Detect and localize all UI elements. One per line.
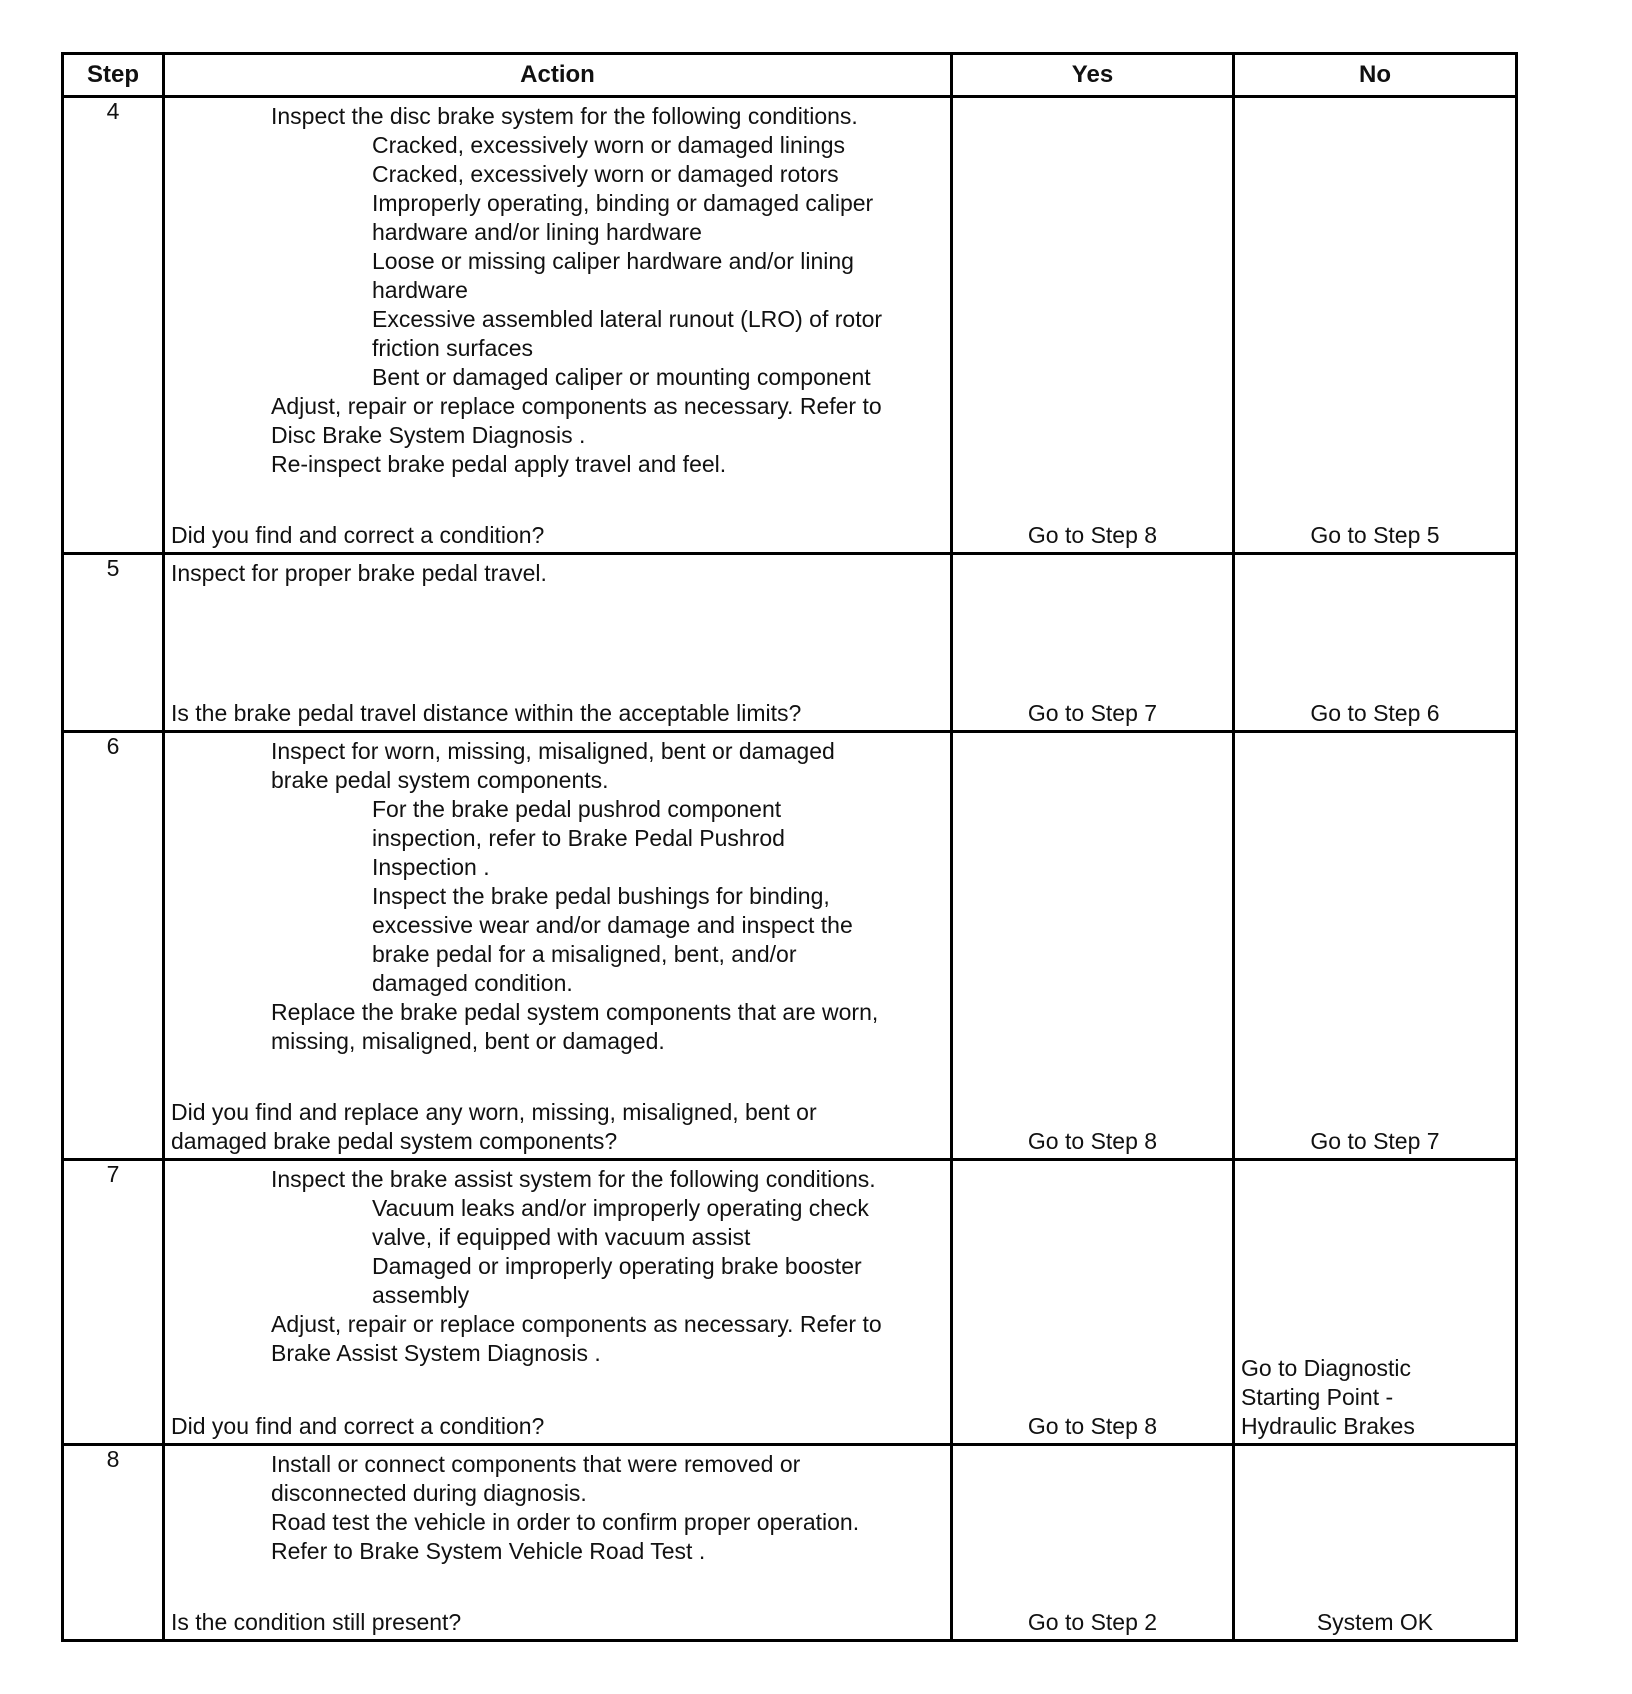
header-action: Action [164,54,952,97]
action-line: Improperly operating, binding or damaged caliper [372,190,874,216]
step-number: 8 [63,1445,164,1641]
action-line: Adjust, repair or replace components as necessary. Refer to [271,393,882,419]
table-row [63,97,1517,554]
action-line: Inspect the brake pedal bushings for binding, [372,883,830,909]
yes-result: Go to Step 8 [1027,522,1158,548]
no-result: Go to Step 5 [1310,522,1440,548]
action-line: Loose or missing caliper hardware and/or lining [372,248,854,274]
table-row [63,1160,1517,1445]
header-row [63,54,1517,97]
no-result: Go to Step 6 [1310,700,1440,726]
action-line: Vacuum leaks and/or improperly operating check [372,1195,869,1221]
step-number: 7 [63,1160,164,1445]
action-cell [164,97,952,554]
action-line: assembly [372,1282,470,1308]
yes-cell [952,97,1234,554]
action-question [171,1098,817,1156]
no-cell [1234,554,1517,732]
no-result-line: Go to Diagnostic [1241,1355,1412,1381]
yes-cell [952,554,1234,732]
action-line: friction surfaces [372,335,534,361]
action-line: valve, if equipped with vacuum assist [372,1224,751,1250]
action-cell [164,1160,952,1445]
action-line: Cracked, excessively worn or damaged linings [372,132,845,158]
action-question-line: damaged brake pedal system components? [171,1128,618,1154]
table-row [63,1445,1517,1641]
yes-cell [952,732,1234,1160]
action-question: Did you find and correct a condition? [171,1413,545,1439]
action-line: disconnected during diagnosis. [271,1480,587,1506]
no-cell [1234,1445,1517,1641]
header-no: No [1234,54,1517,97]
no-result: Go to Step 7 [1310,1128,1440,1154]
no-cell [1234,1160,1517,1445]
action-line: For the brake pedal pushrod component [372,796,782,822]
step-number: 4 [63,97,164,554]
table-row [63,554,1517,732]
action-cell [164,732,952,1160]
action-line: Cracked, excessively worn or damaged rotors [372,161,839,187]
table-row [63,732,1517,1160]
no-result [1241,1354,1415,1441]
yes-result: Go to Step 8 [1027,1413,1158,1439]
action-line: Adjust, repair or replace components as necessary. Refer to [271,1311,882,1337]
no-cell [1234,732,1517,1160]
action-line: missing, misaligned, bent or damaged. [271,1028,665,1054]
no-result-line: Hydraulic Brakes [1241,1413,1415,1439]
yes-result: Go to Step 2 [1027,1609,1158,1635]
no-result-line: Starting Point - [1241,1384,1394,1410]
action-cell [164,554,952,732]
step-number: 6 [63,732,164,1160]
action-line: excessive wear and/or damage and inspect the [372,912,853,938]
step-number: 5 [63,554,164,732]
action-line: Replace the brake pedal system components that are worn, [271,999,879,1025]
yes-result: Go to Step 8 [1027,1128,1158,1154]
action-line: Disc Brake System Diagnosis . [271,422,586,448]
no-result: System OK [1316,1609,1434,1635]
action-line: Excessive assembled lateral runout (LRO) of rotor [372,306,883,332]
action-line: brake pedal system components. [271,767,609,793]
action-line: hardware [372,277,468,303]
action-line: damaged condition. [372,970,573,996]
action-line: Bent or damaged caliper or mounting component [372,364,871,390]
action-line: brake pedal for a misaligned, bent, and/or [372,941,797,967]
action-line: Inspect the disc brake system for the following conditions. [271,103,858,129]
action-line: Re-inspect brake pedal apply travel and feel. [271,451,727,477]
action-question: Is the condition still present? [171,1609,462,1635]
no-cell [1234,97,1517,554]
yes-result: Go to Step 7 [1027,700,1158,726]
header-step: Step [63,54,164,97]
action-line: hardware and/or lining hardware [372,219,702,245]
action-line: Refer to Brake System Vehicle Road Test . [271,1538,706,1564]
action-line: Inspect for proper brake pedal travel. [171,560,547,586]
diagnostic-table [61,52,1518,1642]
action-question: Did you find and correct a condition? [171,522,545,548]
yes-cell [952,1160,1234,1445]
action-line: Inspect for worn, missing, misaligned, bent or damaged [271,738,835,764]
action-cell [164,1445,952,1641]
action-line: Inspection . [372,854,490,880]
action-line: Damaged or improperly operating brake booster [372,1253,862,1279]
action-line: Inspect the brake assist system for the following conditions. [271,1166,876,1192]
action-question: Is the brake pedal travel distance within the acceptable limits? [171,700,802,726]
action-question-line: Did you find and replace any worn, missing, misaligned, bent or [171,1099,817,1125]
header-yes: Yes [952,54,1234,97]
action-line: Road test the vehicle in order to confirm proper operation. [271,1509,860,1535]
action-line: Install or connect components that were removed or [271,1451,801,1477]
action-line: inspection, refer to Brake Pedal Pushrod [372,825,785,851]
yes-cell [952,1445,1234,1641]
action-line: Brake Assist System Diagnosis . [271,1340,601,1366]
